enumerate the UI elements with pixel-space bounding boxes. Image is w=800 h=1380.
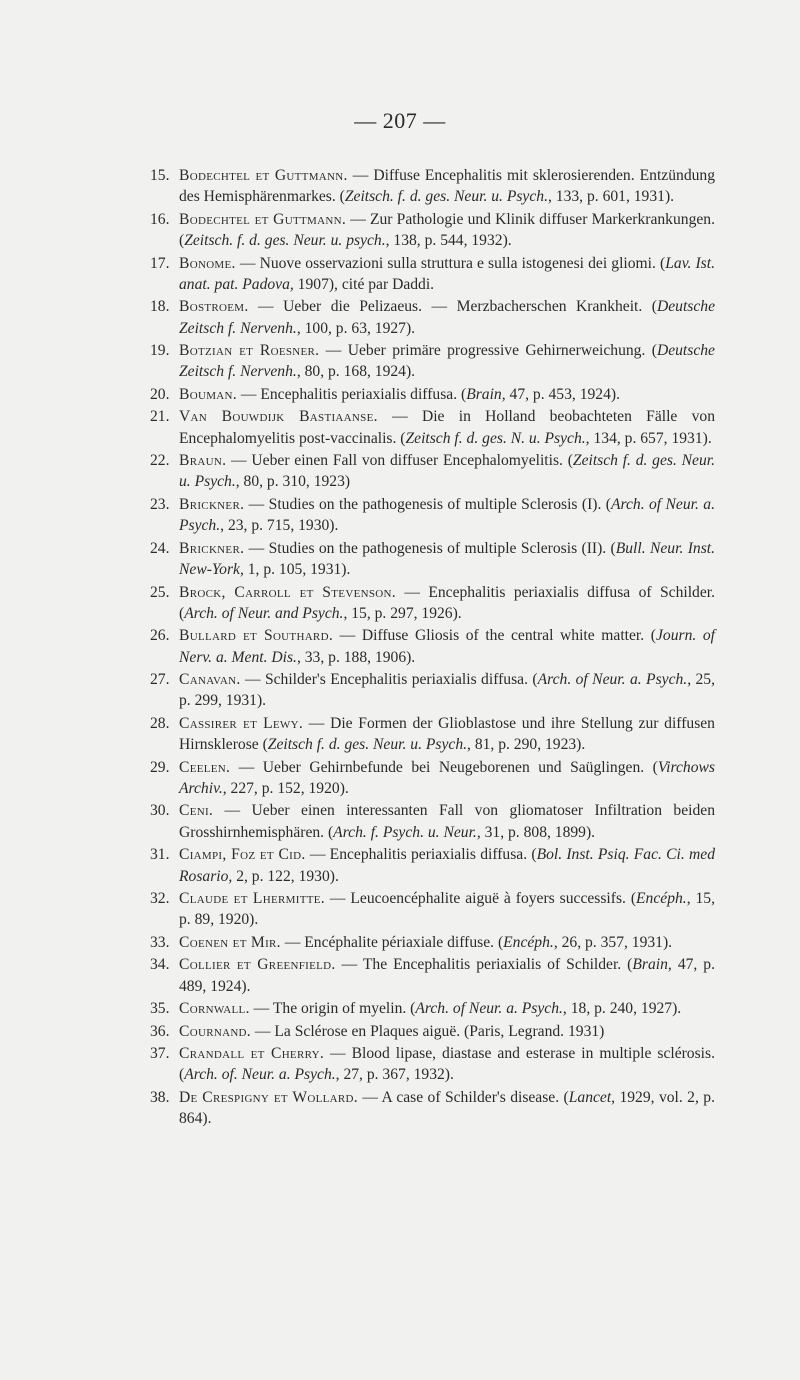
- reference-item: [150, 844, 715, 887]
- reference-details: , 25, p. 299, 1931).: [179, 671, 716, 710]
- reference-item: [150, 582, 715, 625]
- reference-title: — Die Formen der Glioblastose und ihre Stellung zur diffusen Hirnsklerose (: [179, 714, 715, 754]
- reference-item: [150, 669, 715, 712]
- reference-details: , 18, p. 240, 1927).: [562, 1000, 682, 1018]
- reference-source: Brain,: [632, 956, 672, 974]
- reference-number: 15.: [150, 167, 170, 184]
- reference-source: Journ. of Nerv. a. Ment. Dis.: [179, 627, 716, 666]
- page-number: — 207 —: [354, 108, 446, 133]
- reference-item: [150, 757, 715, 800]
- reference-authors: Cassirer et Lewy.: [179, 714, 304, 732]
- reference-details: , 134, p. 657, 1931).: [585, 429, 712, 447]
- reference-details: 1, p. 105, 1931).: [243, 561, 351, 579]
- reference-details: 2, p. 122, 1930).: [232, 867, 339, 885]
- reference-item: [150, 932, 715, 953]
- reference-number: 24.: [150, 539, 170, 557]
- reference-number: 22.: [150, 452, 170, 470]
- reference-source: Zeitsch f. d. ges. N. u. Psych.: [405, 429, 586, 447]
- reference-details: , 15, p. 89, 1920).: [179, 889, 716, 929]
- reference-number: 38.: [150, 1088, 170, 1106]
- reference-item: [150, 998, 715, 1019]
- reference-title: — Zur Pathologie und Klinik diffuser Markerkrankungen. (: [179, 210, 715, 250]
- reference-title: — Ueber die Pelizaeus. — Merzbacherschen Krankheit. (: [248, 298, 657, 316]
- reference-title: — Encephalitis periaxialis diffusa of Schilder. (: [179, 583, 715, 622]
- reference-authors: Bodechtel et Guttmann.: [179, 167, 348, 184]
- reference-item: [150, 800, 715, 843]
- reference-authors: Brock, Carroll et Stevenson.: [179, 583, 396, 601]
- reference-item: [150, 450, 715, 493]
- reference-authors: Bodechtel et Guttmann.: [179, 210, 347, 228]
- reference-title: — Studies on the pathogenesis of multiple Sclerosis (I). (: [244, 495, 611, 513]
- reference-number: 18.: [150, 298, 170, 316]
- reference-number: 25.: [150, 583, 170, 601]
- reference-number: 27.: [150, 671, 170, 689]
- reference-title: — Encéphalite périaxiale diffuse. (: [280, 933, 504, 951]
- reference-authors: Ceni.: [179, 802, 214, 820]
- reference-details: , 100, p. 63, 1927).: [296, 319, 416, 337]
- reference-number: 23.: [150, 495, 170, 513]
- reference-title: — Diffuse Gliosis of the central white matter. (: [333, 627, 656, 645]
- reference-list: [150, 165, 715, 1131]
- reference-details: 47, p. 489, 1924).: [179, 956, 716, 995]
- reference-authors: Cournand.: [179, 1022, 251, 1040]
- reference-number: 19.: [150, 342, 170, 360]
- reference-number: 29.: [150, 758, 170, 776]
- reference-authors: Van Bouwdijk Bastiaanse.: [179, 408, 378, 426]
- reference-authors: Brickner.: [179, 495, 245, 513]
- reference-details: , 27, p. 367, 1932).: [335, 1066, 454, 1084]
- reference-number: 16.: [150, 210, 170, 228]
- reference-details: , 26, p. 357, 1931).: [553, 933, 673, 951]
- reference-number: 30.: [150, 802, 170, 820]
- reference-authors: Bouman.: [179, 385, 237, 403]
- reference-source: Brain,: [466, 385, 506, 403]
- reference-authors: Coenen et Mir.: [179, 933, 281, 951]
- reference-title: — Encephalitis periaxialis diffusa. (: [236, 385, 467, 403]
- reference-title: — Ueber einen interessanten Fall von gliomatoser Infiltration beiden Grosshirnhemisphären. (: [179, 802, 715, 841]
- reference-details: , 23, p. 715, 1930).: [220, 517, 339, 535]
- reference-number: 32.: [150, 889, 170, 907]
- reference-source: Deutsche Zeitsch f. Nervenh.: [179, 342, 715, 381]
- reference-item: [150, 954, 715, 997]
- reference-title: — The Encephalitis periaxialis of Schilder. (: [335, 956, 633, 974]
- reference-authors: Crandall et Cherry.: [179, 1045, 325, 1062]
- reference-details: 1929, vol. 2, p. 864).: [179, 1088, 715, 1128]
- reference-details: , 31, p. 808, 1899).: [476, 823, 596, 841]
- reference-title: — Ueber einen Fall von diffuser Encephalomyelitis. (: [226, 452, 573, 470]
- reference-title: — Schilder's Encephalitis periaxialis diffusa. (: [240, 671, 538, 689]
- reference-title: — The origin of myelin. (: [249, 1000, 416, 1018]
- reference-number: 37.: [150, 1045, 170, 1062]
- reference-authors: Botzian et Roesner.: [179, 342, 320, 360]
- reference-title: — Ueber primäre progressive Gehirnerweichung. (: [319, 342, 657, 360]
- reference-item: [150, 494, 715, 537]
- reference-authors: De Crespigny et Wollard.: [179, 1088, 358, 1106]
- reference-authors: Ciampi, Foz et Cid.: [179, 846, 306, 864]
- reference-source: Arch. of Neur. a. Psych.: [179, 495, 715, 535]
- reference-item: [150, 384, 715, 405]
- reference-authors: Braun.: [179, 452, 227, 470]
- reference-number: 26.: [150, 627, 170, 645]
- reference-source: Bol. Inst. Psiq. Fac. Ci. med Rosario,: [179, 846, 716, 885]
- reference-number: 35.: [150, 1000, 170, 1018]
- reference-details: , 80, p. 168, 1924).: [296, 363, 416, 381]
- reference-title: — Studies on the pathogenesis of multiple Sclerosis (II). (: [244, 539, 616, 557]
- reference-authors: Canavan.: [179, 671, 241, 689]
- reference-title: — Blood lipase, diastase and esterase in multiple sclérosis. (: [179, 1045, 715, 1084]
- reference-authors: Collier et Greenfield.: [179, 956, 336, 974]
- reference-item: [150, 713, 715, 756]
- reference-number: 36.: [150, 1022, 170, 1040]
- reference-source: Arch. of. Neur. a. Psych.: [184, 1066, 336, 1084]
- reference-title: — Leucoencéphalite aiguë à foyers successifs. (: [324, 889, 637, 907]
- reference-item: [150, 253, 715, 296]
- reference-item: [150, 406, 715, 449]
- reference-source: Arch. f. Psych. u. Neur.: [333, 823, 477, 841]
- reference-item: [150, 1043, 715, 1086]
- reference-authors: Bullard et Southard.: [179, 627, 334, 645]
- reference-item: [150, 625, 715, 668]
- reference-item: [150, 888, 715, 931]
- reference-number: 31.: [150, 846, 170, 864]
- reference-number: 33.: [150, 933, 170, 951]
- reference-source: Virchows Archiv.: [179, 758, 715, 797]
- reference-item: [150, 1021, 715, 1042]
- reference-authors: Brickner.: [179, 539, 245, 557]
- reference-title: — Nuove osservazioni sulla struttura e sulla istogenesi dei gliomi. (: [235, 254, 666, 272]
- reference-title: — A case of Schilder's disease. (: [357, 1088, 569, 1106]
- reference-number: 17.: [150, 254, 170, 272]
- reference-title: — Encephalitis periaxialis diffusa. (: [305, 846, 537, 864]
- reference-title: — Die in Holland beobachteten Fälle von Encephalomyelitis post-vaccinalis. (: [179, 408, 716, 447]
- reference-authors: Bostroem.: [179, 298, 249, 316]
- reference-authors: Bonome.: [179, 254, 236, 272]
- reference-item: [150, 165, 715, 208]
- reference-authors: Ceelen.: [179, 758, 231, 776]
- reference-item: [150, 1087, 715, 1130]
- reference-source: Bull. Neur. Inst. New-York,: [179, 539, 715, 579]
- reference-item: [150, 538, 715, 581]
- reference-authors: Claude et Lhermitte.: [179, 889, 325, 907]
- reference-title: — Ueber Gehirnbefunde bei Neugeborenen und Saüglingen. (: [230, 758, 658, 776]
- reference-details: , 81, p. 290, 1923).: [467, 736, 586, 754]
- reference-details: 47, p. 453, 1924).: [505, 385, 620, 403]
- reference-item: [150, 296, 715, 339]
- reference-details: , 227, p. 152, 1920).: [222, 779, 349, 797]
- reference-source: Zeitsch. f. d. ges. Neur. u. psych.: [184, 232, 386, 250]
- reference-details: , 80, p. 310, 1923): [235, 473, 351, 491]
- reference-number: 21.: [150, 408, 170, 426]
- reference-source: Zeitsch f. d. ges. Neur. u. Psych.: [267, 736, 468, 754]
- reference-title: — Diffuse Encephalitis mit sklerosierenden. Entzündung des Hemisphärenmarkes. (: [179, 167, 716, 206]
- reference-source: Arch. of Neur. a. Psych.: [415, 1000, 563, 1018]
- reference-number: 34.: [150, 956, 170, 974]
- reference-details: , 15, p. 297, 1926).: [343, 604, 462, 622]
- reference-number: 28.: [150, 714, 170, 732]
- reference-source: Deutsche Zeitsch f. Nervenh.: [179, 298, 715, 337]
- reference-item: [150, 340, 715, 383]
- reference-details: , 33, p. 188, 1906).: [296, 648, 416, 666]
- reference-details: 1907), cité par Daddi.: [293, 275, 435, 293]
- reference-details: , 138, p. 544, 1932).: [385, 232, 512, 250]
- reference-authors: Cornwall.: [179, 1000, 250, 1018]
- reference-source: Zeitsch. f. d. ges. Neur. u. Psych.: [344, 188, 548, 206]
- reference-title: — La Sclérose en Plaques aiguë. (Paris, Legrand. 1931): [251, 1022, 605, 1040]
- reference-number: 20.: [150, 385, 170, 403]
- reference-source: Encéph.: [636, 889, 687, 907]
- reference-source: Arch. of Neur. and Psych.: [184, 604, 344, 622]
- reference-source: Arch. of Neur. a. Psych.: [537, 671, 688, 689]
- reference-source: Lancet,: [568, 1088, 616, 1106]
- reference-source: Encéph.: [503, 933, 554, 951]
- reference-details: , 133, p. 601, 1931).: [547, 188, 675, 206]
- reference-item: [150, 209, 715, 252]
- reference-source: Lav. Ist. anat. pat. Padova,: [179, 254, 715, 293]
- reference-source: Zeitsch f. d. ges. Neur. u. Psych.: [179, 452, 715, 491]
